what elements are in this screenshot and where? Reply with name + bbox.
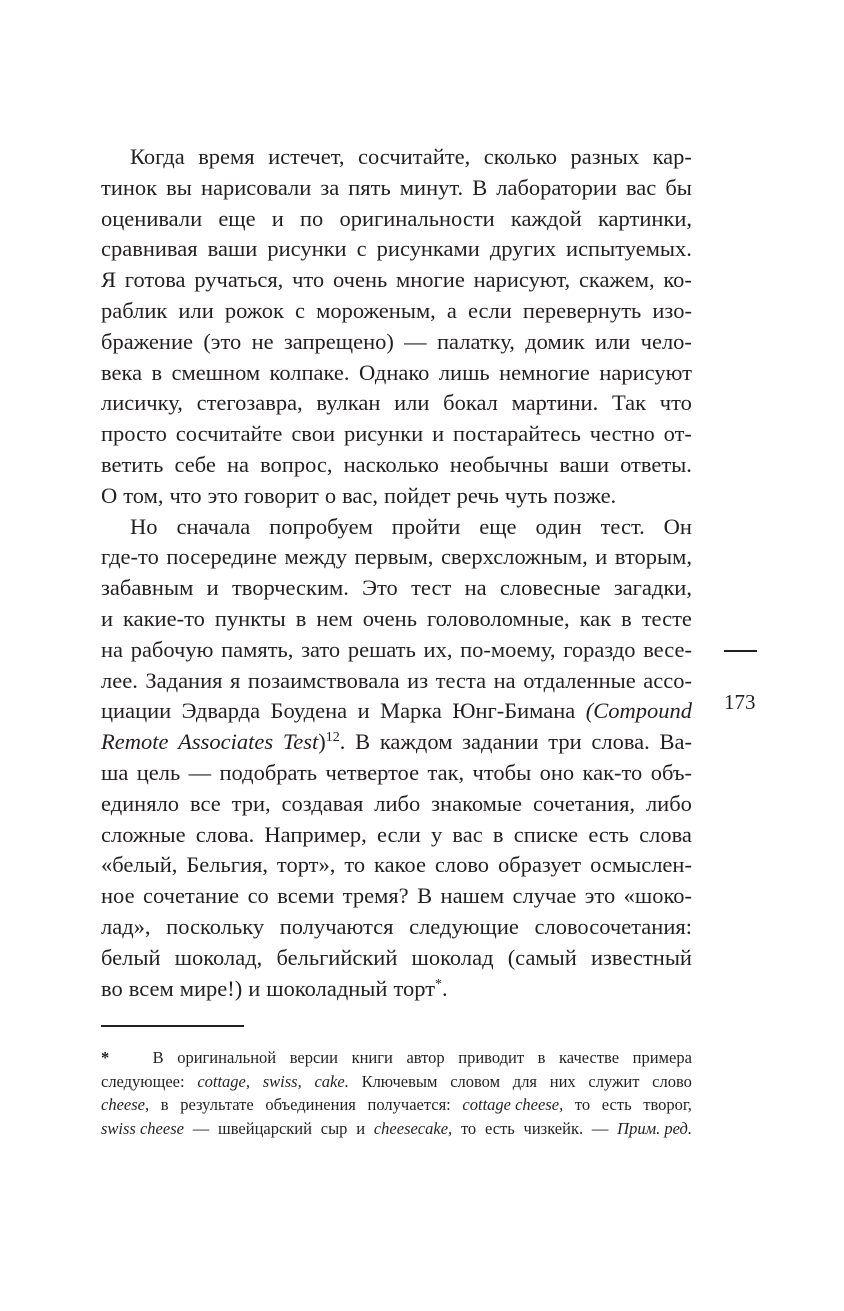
text-line: О том, что это говорит о вас, пойдет речь чуть позже.	[101, 482, 617, 508]
text-line: Но сначала попробуем пройти еще один тест. Он	[130, 513, 692, 539]
text-line: во всем мире!) и шоколадный торт*.	[101, 974, 692, 1005]
text-line: ное сочетание со всеми тремя? В нашем случае это «шоко-	[101, 883, 692, 909]
text-line: лисичку, стегозавра, вулкан или бокал мартини. Так что	[101, 390, 692, 416]
text-line: циации Эдварда Боудена и Марка Юнг-Бимана (Compound	[101, 698, 692, 724]
footnote-line: следующее: cottage, swiss, cake. Ключевым словом для них служит слово	[101, 1071, 692, 1091]
text-line: лее. Задания я позаимствовала из теста на отдаленные ассо-	[101, 667, 692, 693]
footnote-line: cheese, в результате объединения получается: cottage cheese, то есть творог,	[101, 1095, 692, 1114]
page-marker-line	[724, 650, 757, 652]
test-name-with-citation: Test)$^{12}$.	[282, 729, 346, 755]
text-line: белый шоколад, бельгийский шоколад (самый известный	[101, 944, 692, 970]
text-line: просто сосчитайте свои рисунки и постарайтесь честно от-	[101, 421, 692, 447]
footnote-reference: торт*.	[393, 975, 448, 1001]
footnote-rule	[101, 1025, 244, 1027]
text-line: лад», поскольку получаются следующие словосочетания:	[101, 913, 692, 939]
page-number: 173	[724, 690, 756, 714]
footnote	[101, 1046, 692, 1140]
main-text	[101, 142, 692, 1004]
text-line: единяло все три, создавая либо знакомые сочетания, либо	[101, 790, 692, 816]
footnote-marker: *	[101, 1048, 110, 1067]
text-line: на рабочую память, зато решать их, по-моему, гораздо весе-	[101, 636, 692, 662]
text-line: ветить себе на вопрос, насколько необычны ваши ответы.	[101, 451, 692, 477]
text-line: и какие-то пункты в нем очень головоломные, как в тесте	[101, 605, 692, 631]
text-line: сложные слова. Например, если у вас в списке есть слова	[101, 821, 692, 847]
footnote-line: * В оригинальной версии книги автор приводит в качестве примера	[101, 1046, 692, 1070]
text-line: века в смешном колпаке. Однако лишь немногие нарисуют	[101, 359, 692, 385]
text-line: оценивали еще и по оригинальности каждой картинки,	[101, 205, 692, 231]
text-line: «белый, Бельгия, торт», то какое слово образует осмыслен-	[101, 852, 692, 878]
text-line: Я готова ручаться, что очень многие нарисуют, скажем, ко-	[101, 267, 692, 293]
text-line: забавным и творческим. Это тест на словесные загадки,	[101, 575, 692, 601]
text-line: тинок вы нарисовали за пять минут. В лаборатории вас бы	[101, 174, 692, 200]
text-line: ша цель — подобрать четвертое так, чтобы оно как-то объ-	[101, 759, 692, 785]
text-line: Remote Associates Test)$^{12}$. В каждом задании три слова. Ва-	[101, 727, 692, 758]
text-line: раблик или рожок с мороженым, а если перевернуть изо-	[101, 297, 692, 323]
text-line: Когда время истечет, сосчитайте, сколько разных кар-	[130, 144, 692, 169]
text-line: бражение (это не запрещено) — палатку, домик или чело-	[101, 328, 692, 354]
text-line: сравнивая ваши рисунки с рисунками других испытуемых.	[101, 236, 692, 262]
footnote-line: swiss cheese — швейцарский сыр и cheesecake, то есть чизкейк. — Прим. ред.	[101, 1118, 692, 1138]
text-line: где-то посередине между первым, сверхсложным, и вторым,	[101, 544, 692, 570]
